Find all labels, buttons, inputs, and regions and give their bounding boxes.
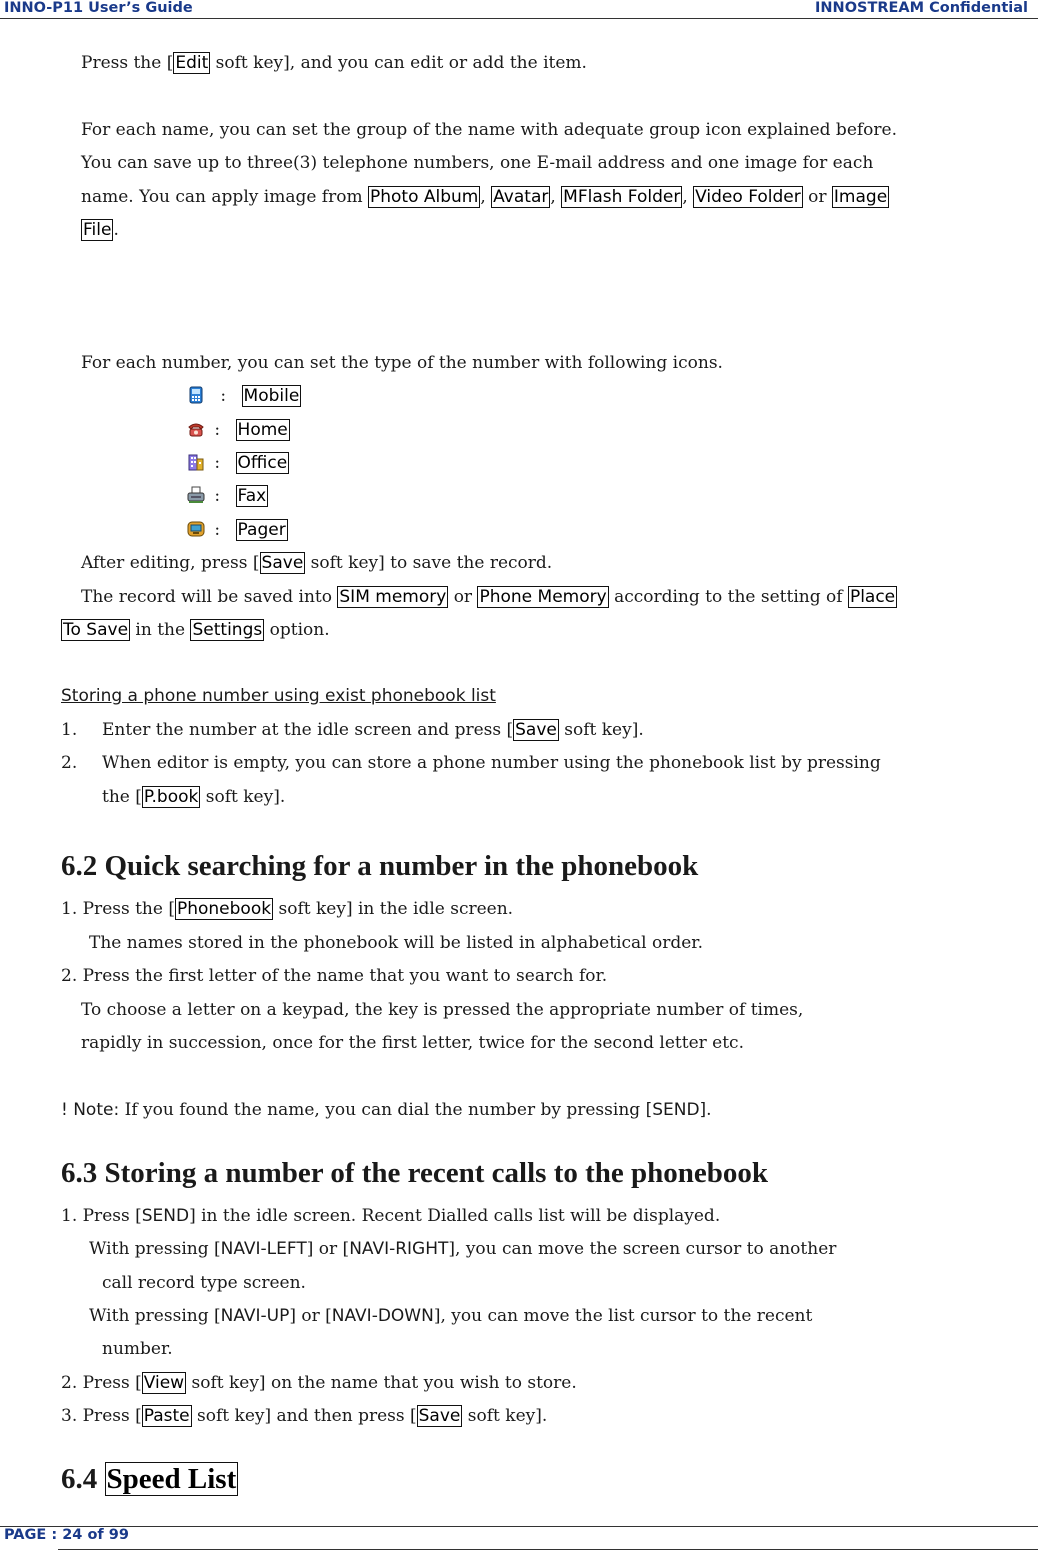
type-row-office [187,451,289,475]
step-number: 1. [61,720,78,740]
text: or [802,187,832,207]
sec63-line-3: call record type screen. [102,1273,306,1293]
sec63-line-5: number. [102,1339,173,1359]
text: option. [264,620,330,640]
sec62-line-5: rapidly in succession, once for the first letter, twice for the second letter etc. [81,1033,744,1053]
text: 1. Press [ [61,1206,142,1226]
storing-step-2 [61,751,881,775]
text: . [113,220,119,240]
colon: : [214,453,221,473]
text: in the [130,620,191,640]
header-confidential: INNOSTREAM Confidential [815,0,1028,16]
video-folder-term: Video Folder [695,187,801,207]
text: 3. Press [ [61,1406,142,1426]
text: the [ [102,787,142,807]
section-6-4-heading [61,1463,238,1496]
speed-list-term: Speed List [106,1463,237,1495]
sec62-step-1 [61,897,513,921]
colon: : [214,420,221,440]
text: , [682,187,694,207]
text: or [448,587,478,607]
paste-key: Paste [143,1406,190,1426]
fax-icon [187,486,205,504]
text: soft key] on the name that you wish to store. [186,1373,577,1393]
type-label-mobile: Mobile [243,386,300,406]
record-saved-line [81,585,897,609]
phonebook-key: Phonebook [176,899,272,919]
send-key: SEND [141,1206,190,1226]
section-6-2-heading: 6.2 Quick searching for a number in the phonebook [61,850,699,882]
type-row-pager [187,518,288,542]
type-row-fax [187,484,268,508]
type-row-mobile [187,384,301,408]
storing-step-2-cont [102,785,285,809]
text: With pressing [ [89,1239,221,1259]
mobile-icon [187,386,205,404]
intro-line-save: You can save up to three(3) telephone numbers, one E-mail address and one image for each [81,153,874,173]
navi-down-key: NAVI-DOWN [331,1306,434,1326]
type-label-office: Office [237,453,288,473]
step-text: When editor is empty, you can store a phone number using the phonebook list by pressing [102,753,881,773]
sec63-line-2 [89,1237,836,1261]
type-label-fax: Fax [237,486,267,506]
intro-line-edit [81,51,587,75]
text: ], you can move the list cursor to the recent [433,1306,813,1326]
section-6-3-heading: 6.3 Storing a number of the recent calls to the phonebook [61,1157,769,1189]
sec62-line-2: The names stored in the phonebook will be listed in alphabetical order. [89,933,703,953]
number-type-intro: For each number, you can set the type of the number with following icons. [81,353,723,373]
sec63-step-2 [61,1371,577,1395]
text: soft key]. [462,1406,548,1426]
text: soft key]. [558,720,644,740]
text: name. You can apply image from [81,187,368,207]
text: . [706,1100,712,1120]
text: If you found the name, you can dial the number by pressing [119,1100,646,1120]
text: according to the setting of [608,587,848,607]
text: soft key] in the idle screen. [273,899,514,919]
text: 2. Press [ [61,1373,142,1393]
image-term-part2: File [83,220,112,240]
navi-up-key: NAVI-UP [220,1306,290,1326]
colon: : [214,520,221,540]
colon: : [214,486,221,506]
text: ] or [ [306,1239,350,1259]
record-saved-line-2 [61,618,330,642]
section-number: 6.4 [61,1463,105,1495]
sec62-line-4: To choose a letter on a keypad, the key is pressed the appropriate number of times, [81,1000,804,1020]
text: ] in the idle screen. Recent Dialled calls list will be displayed. [189,1206,721,1226]
after-editing-line [81,551,552,575]
text: 1. Press the [ [61,899,175,919]
pbook-key: P.book [143,787,199,807]
office-icon [187,453,205,471]
settings-term: Settings [192,620,263,640]
pager-icon [187,520,205,538]
sec63-step-1 [61,1204,720,1228]
home-icon [187,420,205,438]
intro-line-group: For each name, you can set the group of the name with adequate group icon explained before. [81,120,897,140]
save-key: Save [418,1406,461,1426]
step-number: 2. [61,753,78,773]
place-to-save-term-part1: Place [849,587,896,607]
intro-line-file [81,218,119,242]
page-footer [0,1526,1038,1551]
step-text [102,718,644,742]
text: soft key]. [200,787,286,807]
text: Press the [ [81,53,174,73]
text: soft key] and then press [ [191,1406,417,1426]
text: , [480,187,492,207]
mflash-folder-term: MFlash Folder [563,187,681,207]
phone-memory-term: Phone Memory [479,587,607,607]
text: , [550,187,562,207]
type-label-pager: Pager [237,520,286,540]
text: Enter the number at the idle screen and press [ [102,720,514,740]
text: ], you can move the screen cursor to another [448,1239,837,1259]
sec63-step-3 [61,1404,547,1428]
storing-subheading: Storing a phone number using exist phonebook list [61,686,496,706]
page-number: PAGE : 24 of 99 [4,1527,129,1543]
storing-step-1 [61,718,644,742]
image-term-part1: Image [833,187,888,207]
navi-right-key: NAVI-RIGHT [349,1239,449,1259]
text: soft key], and you can edit or add the item. [210,53,587,73]
header-doc-title: INNO-P11 User’s Guide [4,0,193,16]
navi-left-key: NAVI-LEFT [220,1239,307,1259]
text: With pressing [ [89,1306,221,1326]
type-row-home [187,418,290,442]
text: soft key] to save the record. [305,553,553,573]
photo-album-term: Photo Album [369,187,479,207]
avatar-term: Avatar [493,187,549,207]
text: After editing, press [ [81,553,260,573]
save-key: Save [261,553,304,573]
note-label: ! Note: [61,1100,120,1120]
sec62-step-2: 2. Press the first letter of the name that you want to search for. [61,966,608,986]
send-key: [SEND] [645,1100,707,1120]
sec63-line-4 [89,1304,812,1328]
type-label-home: Home [237,420,288,440]
text: ] or [ [289,1306,332,1326]
place-to-save-term-part2: To Save [63,620,129,640]
edit-key: Edit [175,53,209,73]
intro-line-image [81,185,889,209]
colon: : [220,386,227,406]
page-header [0,0,1038,19]
view-key: View [143,1373,185,1393]
note-line [61,1098,712,1122]
save-key: Save [515,720,557,740]
text: The record will be saved into [81,587,338,607]
sim-memory-term: SIM memory [339,587,447,607]
